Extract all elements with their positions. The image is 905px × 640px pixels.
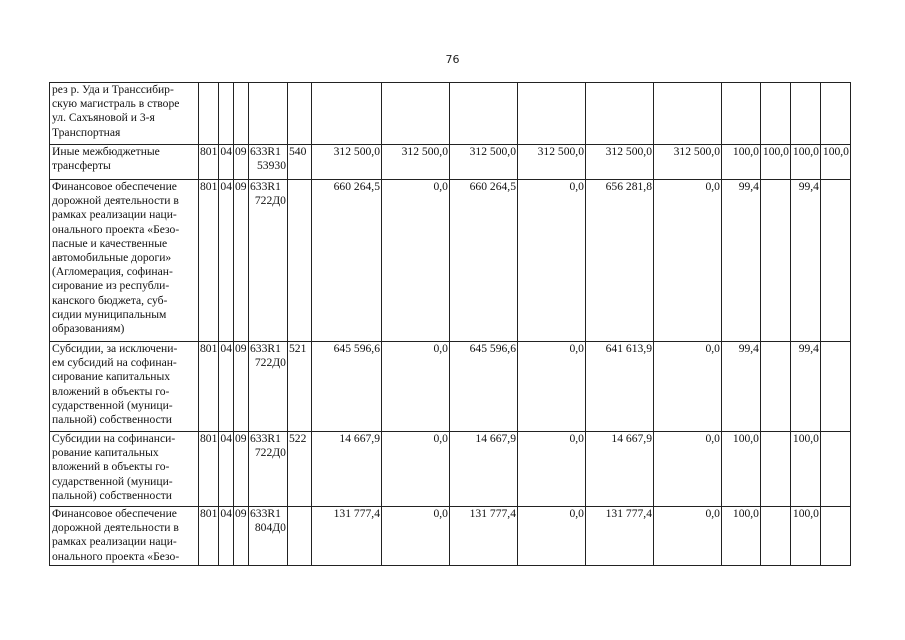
row-name: Субсидии, за исключени- ем субсидий на софинан- сирование капитальных вложений в объекты го- сударственной (муници- пальной) собственности <box>50 342 199 432</box>
amount-cell: 131 777,4 <box>449 507 517 566</box>
percent-cell <box>760 507 790 566</box>
subsection-code <box>233 83 248 145</box>
percent-cell <box>820 180 850 342</box>
amount-cell: 312 500,0 <box>381 145 449 180</box>
percent-cell <box>820 507 850 566</box>
ministry-code: 801 <box>199 145 219 180</box>
amount-cell <box>585 83 653 145</box>
percent-cell <box>820 432 850 507</box>
page-number: 76 <box>445 53 460 66</box>
amount-cell: 656 281,8 <box>585 180 653 342</box>
amount-cell: 0,0 <box>517 342 585 432</box>
target-code: 633R1 722Д0 <box>248 342 287 432</box>
budget-table <box>49 82 851 566</box>
subsection-code: 09 <box>233 342 248 432</box>
amount-cell: 312 500,0 <box>517 145 585 180</box>
percent-cell: 100,0 <box>790 507 820 566</box>
amount-cell: 0,0 <box>381 180 449 342</box>
table-row <box>50 145 851 180</box>
table-row <box>50 180 851 342</box>
target-code: 633R1 722Д0 <box>248 180 287 342</box>
percent-cell <box>790 83 820 145</box>
subsection-code: 09 <box>233 145 248 180</box>
percent-cell <box>760 432 790 507</box>
amount-cell: 660 264,5 <box>449 180 517 342</box>
subsection-code: 09 <box>233 507 248 566</box>
amount-cell: 645 596,6 <box>449 342 517 432</box>
section-code: 04 <box>219 507 234 566</box>
table-row <box>50 342 851 432</box>
amount-cell: 14 667,9 <box>311 432 381 507</box>
ministry-code: 801 <box>199 342 219 432</box>
amount-cell: 0,0 <box>381 432 449 507</box>
percent-cell: 100,0 <box>760 145 790 180</box>
amount-cell: 14 667,9 <box>585 432 653 507</box>
percent-cell: 100,0 <box>790 432 820 507</box>
subsection-code: 09 <box>233 432 248 507</box>
ministry-code: 801 <box>199 180 219 342</box>
percent-cell: 100,0 <box>820 145 850 180</box>
amount-cell <box>381 83 449 145</box>
table-row <box>50 83 851 145</box>
table-row <box>50 507 851 566</box>
amount-cell: 0,0 <box>653 342 721 432</box>
section-code: 04 <box>219 180 234 342</box>
kind-code <box>287 507 311 566</box>
table-row <box>50 432 851 507</box>
percent-cell <box>760 83 790 145</box>
section-code: 04 <box>219 145 234 180</box>
amount-cell: 0,0 <box>653 432 721 507</box>
amount-cell <box>653 83 721 145</box>
percent-cell: 100,0 <box>721 145 760 180</box>
amount-cell: 0,0 <box>517 180 585 342</box>
kind-code <box>287 180 311 342</box>
kind-code: 522 <box>287 432 311 507</box>
section-code: 04 <box>219 432 234 507</box>
amount-cell <box>311 83 381 145</box>
percent-cell: 99,4 <box>790 180 820 342</box>
target-code <box>248 83 287 145</box>
kind-code <box>287 83 311 145</box>
percent-cell: 100,0 <box>721 507 760 566</box>
amount-cell <box>517 83 585 145</box>
amount-cell: 660 264,5 <box>311 180 381 342</box>
row-name: Субсидии на софинанси- рование капитальных вложений в объекты го- сударственной (муници- пальной) собственности <box>50 432 199 507</box>
amount-cell: 312 500,0 <box>653 145 721 180</box>
percent-cell: 99,4 <box>721 180 760 342</box>
amount-cell: 641 613,9 <box>585 342 653 432</box>
amount-cell: 0,0 <box>653 180 721 342</box>
percent-cell <box>820 83 850 145</box>
row-name: Иные межбюджетные трансферты <box>50 145 199 180</box>
amount-cell: 14 667,9 <box>449 432 517 507</box>
amount-cell: 312 500,0 <box>311 145 381 180</box>
row-name: Финансовое обеспечение дорожной деятельности в рамках реализации наци- онального проекта «Безо- <box>50 507 199 566</box>
row-name: Финансовое обеспечение дорожной деятельности в рамках реализации наци- онального проекта «Безо- пасные и качественные автомобильные дороги» (Агломерация, софинан- сирование из республи- канского бюджета, суб- сидии муниципальным образованиям) <box>50 180 199 342</box>
target-code: 633R1 804Д0 <box>248 507 287 566</box>
target-code: 633R1 53930 <box>248 145 287 180</box>
section-code <box>219 83 234 145</box>
percent-cell <box>760 180 790 342</box>
percent-cell: 99,4 <box>721 342 760 432</box>
row-name: рез р. Уда и Транссибир- скую магистраль в створе ул. Сахъяновой и 3-я Транспортная <box>50 83 199 145</box>
amount-cell: 0,0 <box>517 507 585 566</box>
amount-cell <box>449 83 517 145</box>
percent-cell <box>721 83 760 145</box>
kind-code: 521 <box>287 342 311 432</box>
amount-cell: 312 500,0 <box>449 145 517 180</box>
kind-code: 540 <box>287 145 311 180</box>
target-code: 633R1 722Д0 <box>248 432 287 507</box>
amount-cell: 312 500,0 <box>585 145 653 180</box>
amount-cell: 0,0 <box>381 342 449 432</box>
ministry-code <box>199 83 219 145</box>
ministry-code: 801 <box>199 432 219 507</box>
amount-cell: 131 777,4 <box>311 507 381 566</box>
percent-cell: 99,4 <box>790 342 820 432</box>
percent-cell: 100,0 <box>790 145 820 180</box>
amount-cell: 645 596,6 <box>311 342 381 432</box>
amount-cell: 0,0 <box>653 507 721 566</box>
ministry-code: 801 <box>199 507 219 566</box>
percent-cell: 100,0 <box>721 432 760 507</box>
amount-cell: 131 777,4 <box>585 507 653 566</box>
percent-cell <box>760 342 790 432</box>
amount-cell: 0,0 <box>517 432 585 507</box>
section-code: 04 <box>219 342 234 432</box>
subsection-code: 09 <box>233 180 248 342</box>
amount-cell: 0,0 <box>381 507 449 566</box>
percent-cell <box>820 342 850 432</box>
